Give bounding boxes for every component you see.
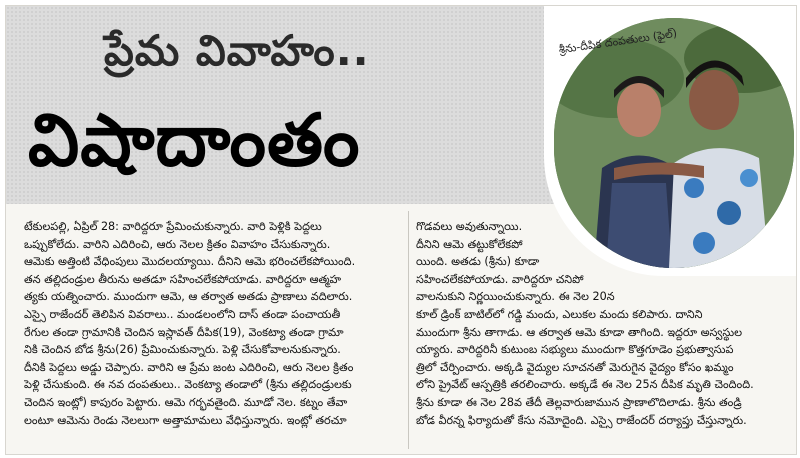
article-line: ఒప్పుకోలేదు. వారిని ఎదిరించి, ఆరు నెలల క్రితం వివాహం చేసుకున్నారు.: [24, 237, 331, 251]
headline-line-2: విషాదాంతం: [28, 98, 361, 182]
article-line: టేకులపల్లి, ఏప్రిల్ 28: వారిద్దరూ ప్రేమించుకున్నారు. వారి పెళ్లికి పెద్దలు: [24, 220, 322, 233]
article-line: పెళ్లి చేసుకుంది. ఈ నవ దంపతులు.. వెంకట్యా తండాలో (శ్రీను తల్లిదండ్రులకు: [24, 378, 352, 392]
newspaper-clipping: [5, 5, 797, 455]
article-line: తన తల్లిదండ్రుల తీరును అతడూ సహించలేకపోయాడు. వారిద్దరూ ఆత్మహ: [24, 272, 342, 286]
article-line: ఎస్సై రాజేందర్ తెలిపిన వివరాలు.. మండలంలోని దాస్ తండా పంచాయతీ: [24, 307, 341, 321]
article-line: యింది. అతడు (శ్రీను) కూడా: [416, 255, 540, 269]
article-line: దీనిని ఆమె తట్టుకోలేకపో: [416, 237, 523, 251]
article-line: దీనికి పెద్దలు అడ్డు చెప్పారు. వారిని ఆ ప్రేమ జంట ఎదిరించి, ఆరు నెలల క్రితం: [24, 360, 354, 374]
headline-line-1: ప్రేమ వివాహం..: [104, 26, 370, 75]
article-line: య్యారు. వారిద్దరినీ కుటుంబ సభ్యులు ముందుగా కొత్తగూడెం ప్రభుత్వాసుప: [416, 343, 734, 357]
article-line: లంటూ ఆమెను రెండు నెలలుగా అత్తామామలు వేధిస్తున్నారు. ఇంట్లో తరచూ: [24, 413, 347, 427]
article-line: ముందుగా శ్రీను తాగాడు. ఆ తర్వాత ఆమె కూడా తాగింది. ఇద్దరూ అస్వస్థుల: [416, 325, 743, 339]
article-line: రేగుల తండా గ్రామానికి చెందిన ఇస్లావత్ దీపిక(19), వెంకట్యా తండా గ్రామా: [24, 325, 344, 339]
photo-caption: శ్రీను-దీపిక దంపతులు (ఫైల్): [557, 26, 678, 57]
article-line: లోని ప్రైవేట్ ఆస్పత్రికి తరలించారు. అక్కడే ఈ నెల 25న దీపిక మృతి చెందింది.: [416, 378, 754, 392]
article-line: బోడ వీరన్న ఫిర్యాదుతో కేసు నమోదైంది. ఎస్సై రాజేందర్ దర్యాప్తు చేస్తున్నారు.: [416, 413, 747, 427]
article-line: కూల్ డ్రింక్ బాటిల్‌లో గడ్డి మందు, ఎలుకల మందు కలిపారు. దానిని: [416, 307, 703, 321]
article-line: త్యకు యత్నించారు. ముందుగా ఆమె, ఆ తర్వాత అతడు ప్రాణాలు వదిలారు.: [24, 290, 353, 304]
article-line: చెందిన ఇంట్లో) కాపురం పెట్టారు. ఆమె గర్భవతైంది. మూడో నెల. కట్నం తేవా: [24, 395, 348, 409]
article-line: సహించలేకపోయాడు. వారిద్దరూ చనిపో: [416, 272, 584, 286]
article-line: త్రిలో చేర్పించారు. అక్కడి వైద్యుల సూచనతో మెరుగైన వైద్యం కోసం ఖమ్మం: [416, 360, 734, 374]
article-column-right: [416, 218, 778, 429]
article-line: శ్రీను కూడా ఈ నెల 28వ తేదీ తెల్లవారుజామున ప్రాణాలొదిలాడు. శ్రీను తండ్రి: [416, 395, 742, 409]
article-line: ఆమెకు అత్తింటి వేధింపులు మొదలయ్యాయి. దీనిని ఆమె భరించలేకపోయింది.: [24, 255, 356, 269]
article-line: నికి చెందిన బోడ శ్రీను(26) ప్రేమించుకున్నారు. పెళ్లి చేసుకోవాలనుకున్నారు.: [24, 343, 341, 357]
article-line: వాలనుకుని నిర్ణయించుకున్నారు. ఈ నెల 20న: [416, 290, 615, 304]
article-column-left: [24, 218, 414, 429]
article-line: గొడవలు అవుతున్నాయి.: [416, 220, 523, 233]
